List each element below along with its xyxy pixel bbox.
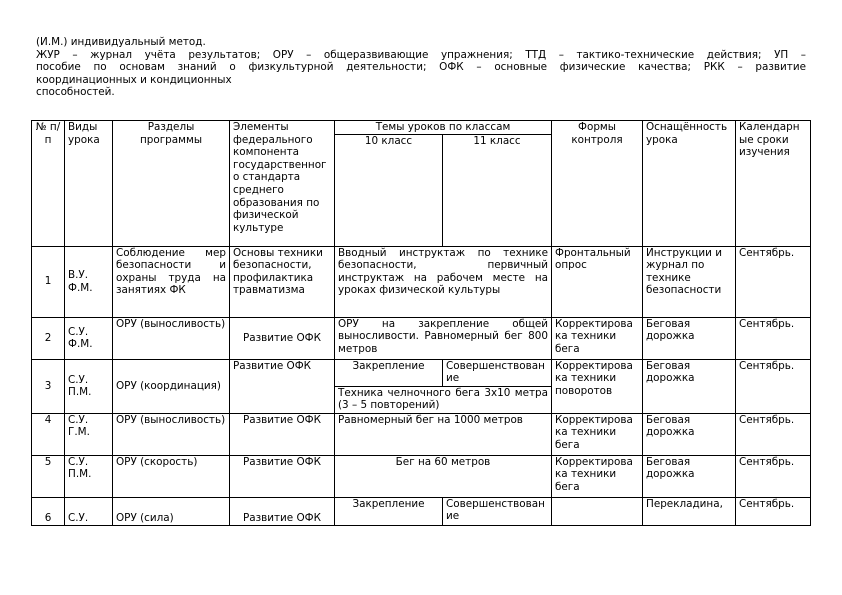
row-element: Развитие ОФК — [230, 497, 335, 525]
row-control — [552, 497, 643, 525]
row-type: С.У. Ф.М. — [65, 317, 113, 359]
row-topic-10: Закрепление — [335, 497, 443, 525]
row-calendar: Сентябрь. — [736, 413, 811, 455]
row-element: Развитие ОФК — [230, 359, 335, 413]
row-type: В.У. Ф.М. — [65, 246, 113, 317]
row-topic: Вводный инструктаж по технике безопасности, первичный инструктаж на рабочем месте на уроках физической культуры — [335, 246, 552, 317]
legend-line: (И.М.) индивидуальный метод. — [36, 36, 206, 48]
table-row — [32, 359, 811, 386]
row-section: ОРУ (сила) — [113, 497, 230, 525]
header-section: Разделы программы — [113, 121, 230, 247]
row-section: ОРУ (выносливость) — [113, 317, 230, 359]
header-calendar: Календарные сроки изучения — [736, 121, 811, 247]
row-equipment: Беговая дорожка — [643, 359, 736, 413]
row-num: 6 — [32, 497, 65, 525]
row-equipment: Беговая дорожка — [643, 455, 736, 497]
lesson-plan-table — [31, 120, 811, 526]
row-topic-10: Закрепление — [335, 359, 443, 386]
table-row — [32, 246, 811, 317]
row-equipment: Инструкции и журнал по технике безопасности — [643, 246, 736, 317]
header-element: Элементы федерального компонента государственного стандарта среднего образования по физической культуре — [230, 121, 335, 247]
row-section: Соблюдение мер безопасности и охраны труда на занятиях ФК — [113, 246, 230, 317]
header-topics: Темы уроков по классам — [335, 121, 552, 135]
row-topic-11: Совершенствование — [443, 359, 552, 386]
legend-line: координационных и кондиционных — [36, 73, 232, 86]
row-element: Развитие ОФК — [230, 413, 335, 455]
row-equipment: Беговая дорожка — [643, 317, 736, 359]
row-num: 2 — [32, 317, 65, 359]
header-num: № п/п — [32, 121, 65, 247]
row-type: С.У. П.М. — [65, 359, 113, 413]
row-topic-11: Совершенствование — [443, 497, 552, 525]
row-element: Развитие ОФК — [230, 317, 335, 359]
row-equipment: Перекладина, — [643, 497, 736, 525]
row-calendar: Сентябрь. — [736, 317, 811, 359]
row-topic: Равномерный бег на 1000 метров — [335, 413, 552, 455]
row-num: 3 — [32, 359, 65, 413]
legend-line: ЖУР – журнал учёта результатов; ОРУ – общеразвивающие упражнения; ТТД – тактико-технические действия; УП – — [36, 48, 806, 61]
row-num: 4 — [32, 413, 65, 455]
row-control: Корректировака техники поворотов — [552, 359, 643, 413]
row-calendar: Сентябрь. — [736, 455, 811, 497]
header-grade-11: 11 класс — [443, 134, 552, 246]
row-topic: Бег на 60 метров — [335, 455, 552, 497]
header-type: Виды урока — [65, 121, 113, 247]
row-type: С.У. П.М. — [65, 455, 113, 497]
header-control: Формы контроля — [552, 121, 643, 247]
header-row — [32, 121, 811, 135]
row-topic: ОРУ на закрепление общей выносливости. Равномерный бег 800 метров — [335, 317, 552, 359]
table-row — [32, 413, 811, 455]
row-calendar: Сентябрь. — [736, 246, 811, 317]
row-section: ОРУ (скорость) — [113, 455, 230, 497]
row-topic: Техника челночного бега 3х10 метра (3 – 5 повторений) — [335, 386, 552, 413]
row-control: Корректировака техники бега — [552, 413, 643, 455]
row-element: Основы техники безопасности, профилактика травматизма — [230, 246, 335, 317]
row-calendar: Сентябрь. — [736, 497, 811, 525]
header-equipment: Оснащённость урока — [643, 121, 736, 247]
row-element: Развитие ОФК — [230, 455, 335, 497]
table-row — [32, 497, 811, 525]
row-control: Корректировака техники бега — [552, 455, 643, 497]
table-row — [32, 455, 811, 497]
row-equipment: Беговая дорожка — [643, 413, 736, 455]
table-row — [32, 317, 811, 359]
legend-line: пособие по основам знаний о физкультурной деятельности; ОФК – основные физические качества; РКК – развитие — [36, 61, 806, 74]
row-section: ОРУ (координация) — [113, 359, 230, 413]
row-type: С.У. Г.М. — [65, 413, 113, 455]
row-type: С.У. — [65, 497, 113, 525]
row-section: ОРУ (выносливость) — [113, 413, 230, 455]
legend-block — [36, 36, 806, 99]
row-control: Корректировака техники бега — [552, 317, 643, 359]
legend-line: способностей. — [36, 86, 115, 99]
row-num: 1 — [32, 246, 65, 317]
row-control: Фронтальный опрос — [552, 246, 643, 317]
row-calendar: Сентябрь. — [736, 359, 811, 413]
header-grade-10: 10 класс — [335, 134, 443, 246]
row-num: 5 — [32, 455, 65, 497]
